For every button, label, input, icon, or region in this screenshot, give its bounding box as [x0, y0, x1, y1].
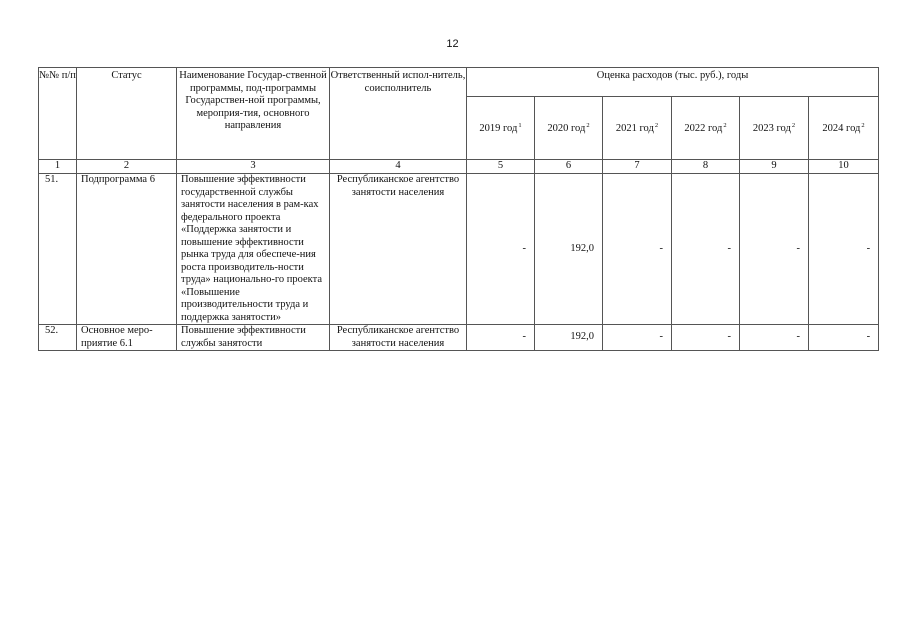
value-2023: - [740, 325, 809, 351]
column-index: 6 [535, 160, 603, 174]
header-name: Наименование Государ-ственной программы, под-программы Государствен-ной программы, мероприя-тия, основного направления [177, 68, 330, 160]
page-number: 12 [446, 38, 459, 50]
column-index: 9 [740, 160, 809, 174]
value-2023: - [740, 174, 809, 325]
header-year-2023: 2023 год$^2$ [740, 97, 809, 160]
header-year-2019: 2019 год$^1$ [467, 97, 535, 160]
row-name: Повышение эффективности государственной службы занятости населения в рам-ках федерального проекта «Поддержка занятости и повышение эффективности рынка труда для обеспече-ния роста производитель-ности труда» национально-го проекта «Повышение производительности труда и поддержка занятости» [177, 174, 330, 325]
column-index: 5 [467, 160, 535, 174]
value-2024: - [809, 325, 879, 351]
header-year-2020: 2020 год$^2$ [535, 97, 603, 160]
value-2020: 192,0 [535, 325, 603, 351]
column-index: 2 [77, 160, 177, 174]
column-index-row [39, 160, 879, 174]
header-responsible: Ответственный испол-нитель, соисполнитель [330, 68, 467, 160]
expenditure-table [38, 67, 879, 351]
header-row [39, 68, 879, 97]
value-2020: 192,0 [535, 174, 603, 325]
row-name: Повышение эффективности службы занятости [177, 325, 330, 351]
column-index: 10 [809, 160, 879, 174]
header-year-2024: 2024 год$^2$ [809, 97, 879, 160]
column-index: 3 [177, 160, 330, 174]
column-index: 8 [672, 160, 740, 174]
value-2021: - [603, 174, 672, 325]
value-2019: - [467, 174, 535, 325]
header-year-2022: 2022 год$^2$ [672, 97, 740, 160]
row-responsible: Республиканское агентство занятости населения [330, 174, 467, 325]
row-responsible: Республиканское агентство занятости населения [330, 325, 467, 351]
header-status: Статус [77, 68, 177, 160]
row-number: 52. [39, 325, 77, 351]
column-index: 4 [330, 160, 467, 174]
row-status: Подпрограмма 6 [77, 174, 177, 325]
column-index: 1 [39, 160, 77, 174]
value-2022: - [672, 174, 740, 325]
table-row [39, 174, 879, 325]
table-row [39, 325, 879, 351]
value-2022: - [672, 325, 740, 351]
header-year-2021: 2021 год$^2$ [603, 97, 672, 160]
row-number: 51. [39, 174, 77, 325]
header-expenditure-estimate: Оценка расходов (тыс. руб.), годы [467, 68, 879, 97]
value-2019: - [467, 325, 535, 351]
header-row-number: №№ п/п [39, 68, 77, 160]
column-index: 7 [603, 160, 672, 174]
value-2024: - [809, 174, 879, 325]
value-2021: - [603, 325, 672, 351]
row-status: Основное меро-приятие 6.1 [77, 325, 177, 351]
